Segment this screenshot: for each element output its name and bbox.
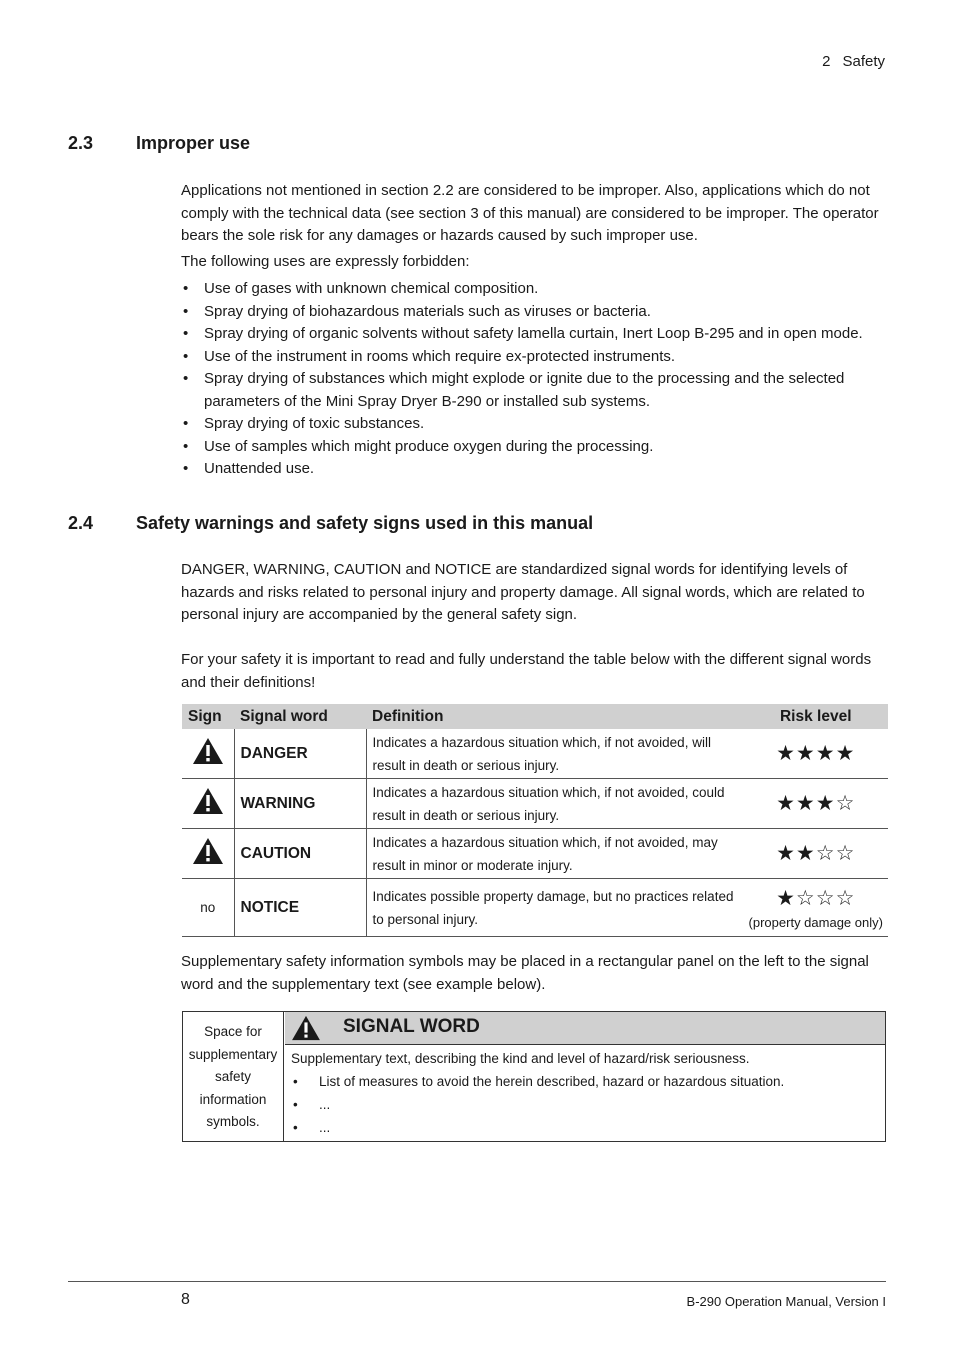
- warning-triangle-icon: [192, 787, 224, 815]
- running-header: [822, 53, 885, 70]
- definition: Indicates a hazardous situation which, if not avoided, may result in minor or moderate injury.: [366, 829, 744, 879]
- list-item: • Spray drying of substances which might explode or ignite due to the processing and the selected parameters of the Mini Spray Dryer B-290 or installed sub systems.: [181, 368, 893, 413]
- measures-list: [291, 1070, 879, 1139]
- signal-word-title: SIGNAL WORD: [343, 1016, 480, 1037]
- list-item: • Spray drying of organic solvents without safety lamella curtain, Inert Loop B-295 and in open mode.: [181, 323, 893, 346]
- column-header: Definition: [366, 704, 744, 729]
- table-header-row: [182, 704, 888, 729]
- risk-level: ★★★☆: [744, 779, 889, 829]
- symbol-panel: Space for supplementary safety information symbols.: [183, 1012, 284, 1141]
- column-header: Sign: [182, 704, 234, 729]
- table-row: [182, 829, 888, 879]
- list-item: • ...: [291, 1093, 879, 1116]
- risk-level: ★★☆☆: [744, 829, 889, 879]
- column-header: Signal word: [234, 704, 366, 729]
- forbidden-uses-list: [181, 278, 893, 481]
- table-row: [182, 879, 888, 937]
- chapter-title: Safety: [842, 53, 885, 70]
- column-header: Risk level: [744, 704, 889, 729]
- page-number: 8: [181, 1291, 190, 1308]
- warning-triangle-icon: [192, 737, 224, 765]
- signal-word-table: [182, 704, 888, 937]
- table-row: [182, 779, 888, 829]
- paragraph: DANGER, WARNING, CAUTION and NOTICE are standardized signal words for identifying levels of hazards and risks related to personal injury and property damage. All signal words, which are related to personal injury are accompanied by the general safety sign.: [181, 561, 865, 623]
- list-item: • Unattended use.: [181, 458, 893, 481]
- warning-triangle-icon: [291, 1015, 321, 1041]
- chapter-number: 2: [822, 53, 831, 70]
- risk-note: (property damage only): [748, 914, 883, 930]
- sign-text: no: [200, 899, 216, 915]
- list-item: • Use of samples which might produce oxygen during the processing.: [181, 436, 893, 459]
- risk-level: ★☆☆☆: [776, 886, 856, 910]
- section-title: Improper use: [136, 133, 251, 153]
- definition: Indicates a hazardous situation which, if not avoided, will result in death or serious injury.: [366, 729, 744, 779]
- paragraph: The following uses are expressly forbidden:: [181, 253, 470, 270]
- signal-word: CAUTION: [234, 829, 366, 879]
- section-number: 2.4: [68, 513, 94, 533]
- manual-title: B-290 Operation Manual, Version I: [686, 1294, 886, 1309]
- signal-word: DANGER: [234, 729, 366, 779]
- signal-word: WARNING: [234, 779, 366, 829]
- risk-level: ★★★★: [744, 729, 889, 779]
- section-title: Safety warnings and safety signs used in this manual: [136, 513, 594, 533]
- signal-word: NOTICE: [234, 879, 366, 937]
- warning-triangle-icon: [192, 837, 224, 865]
- paragraph: For your safety it is important to read and fully understand the table below with the different signal words and their definitions!: [181, 651, 872, 691]
- footer-divider: [68, 1281, 886, 1282]
- table-row: [182, 729, 888, 779]
- paragraph: Supplementary safety information symbols may be placed in a rectangular panel on the left to the signal word and the supplementary text (see example below).: [181, 953, 869, 993]
- example-warning-box: [182, 1011, 886, 1142]
- list-item: • List of measures to avoid the herein described, hazard or hazardous situation.: [291, 1070, 879, 1093]
- section-number: 2.3: [68, 133, 94, 153]
- definition: Indicates a hazardous situation which, if not avoided, could result in death or serious injury.: [366, 779, 744, 829]
- list-item: • Spray drying of toxic substances.: [181, 413, 893, 436]
- signal-word-bar: [285, 1012, 885, 1045]
- list-item: • ...: [291, 1116, 879, 1139]
- list-item: • Use of the instrument in rooms which require ex-protected instruments.: [181, 346, 893, 369]
- paragraph: Applications not mentioned in section 2.2 are considered to be improper. Also, applications which do not comply with the technical data (see section 3 of this manual) are considered to be improper. The operator bears the sole risk for any damages or hazards caused by such improper use.: [181, 182, 879, 244]
- list-item: • Use of gases with unknown chemical composition.: [181, 278, 893, 301]
- list-item: • Spray drying of biohazardous materials such as viruses or bacteria.: [181, 301, 893, 324]
- supplementary-text: Supplementary text, describing the kind and level of hazard/risk seriousness. • List of measures to avoid the herein described, hazard or hazardous situation. • ... • ...: [291, 1047, 879, 1139]
- definition: Indicates possible property damage, but no practices related to personal injury.: [366, 879, 744, 937]
